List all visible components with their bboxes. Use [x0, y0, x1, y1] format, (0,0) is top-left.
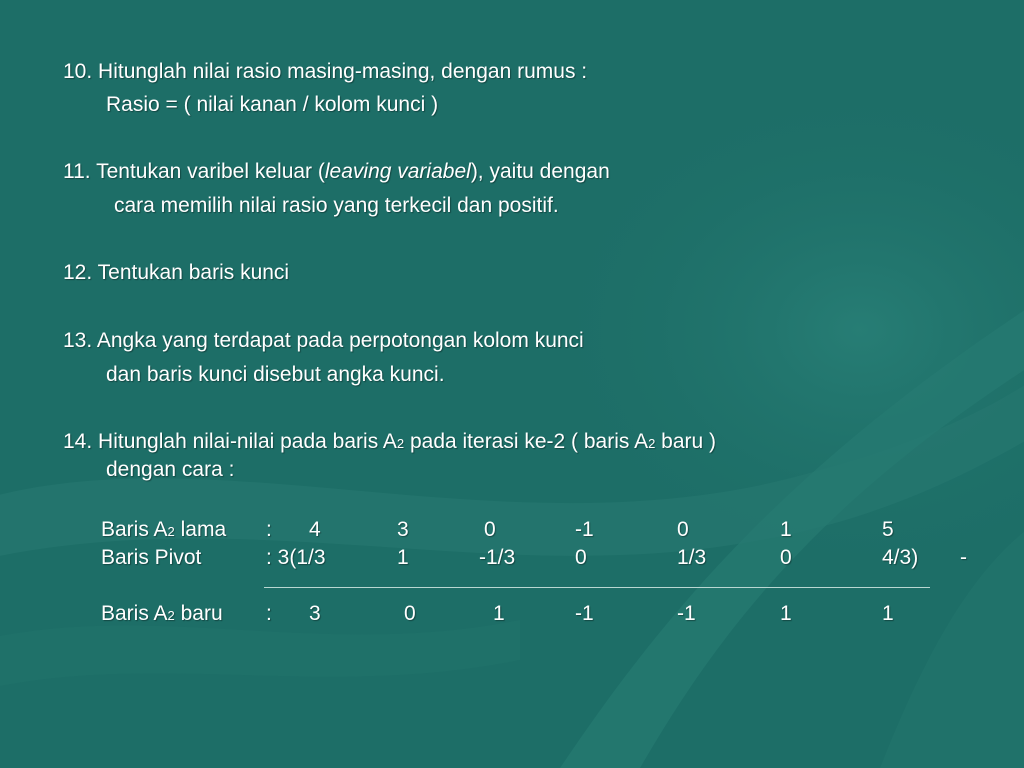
row-lama-label-post: lama	[174, 518, 227, 541]
step-14-text-pre: 14. Hitunglah nilai-nilai pada baris A	[63, 430, 397, 453]
step-13-line-2: dan baris kunci disebut angka kunci.	[106, 363, 445, 386]
row-lama-label	[101, 518, 226, 544]
row-lama-value: 4	[309, 518, 321, 541]
row-baru-value: 1	[493, 602, 505, 625]
row-lama-value: 5	[882, 518, 894, 541]
row-pivot-value: 1/3	[677, 546, 707, 569]
row-baru-label-subscript: 2	[167, 608, 175, 623]
row-lama-value: 3	[397, 518, 409, 541]
step-14-subscript-2: 2	[648, 436, 656, 451]
step-10-line-1: 10. Hitunglah nilai rasio masing-masing, dengan rumus :	[63, 60, 588, 83]
step-14-subscript-1: 2	[396, 436, 405, 451]
row-baru-label-post: baru	[174, 602, 223, 625]
step-14-text-mid: pada iterasi ke-2 ( baris A	[404, 430, 649, 453]
step-11-italic-term: leaving variabel	[324, 160, 471, 183]
row-pivot-value: : 3(1/3	[266, 546, 326, 569]
step-11-text-pre: 11. Tentukan varibel keluar (	[63, 160, 325, 183]
step-11-line-1	[63, 160, 610, 184]
step-13-line-1: 13. Angka yang terdapat pada perpotongan kolom kunci	[63, 329, 584, 352]
row-baru-value: -1	[677, 602, 696, 625]
step-11-text-post: ), yaitu dengan	[470, 160, 610, 183]
step-10-line-2: Rasio = ( nilai kanan / kolom kunci )	[106, 93, 439, 116]
row-pivot-value: 1	[397, 546, 409, 569]
row-lama-label-subscript: 2	[167, 524, 175, 539]
row-baru-value: -1	[575, 602, 594, 625]
row-lama-value: -1	[575, 518, 594, 541]
step-14-text-post: baru )	[655, 430, 717, 453]
row-lama-value: 0	[677, 518, 689, 541]
row-lama-value: 1	[780, 518, 792, 541]
row-lama-value: 0	[484, 518, 496, 541]
row-baru-value: 1	[780, 602, 792, 625]
row-baru-value: 0	[404, 602, 416, 625]
row-pivot-value: 0	[575, 546, 587, 569]
row-baru-label	[101, 602, 223, 628]
row-baru-value: 1	[882, 602, 894, 625]
row-pivot-value: -1/3	[479, 546, 516, 569]
step-14-line-1	[63, 430, 716, 456]
row-baru-colon: :	[266, 602, 272, 625]
row-baru-label-pre: Baris A	[101, 602, 168, 625]
step-12-line-1: 12. Tentukan baris kunci	[63, 261, 290, 284]
result-divider-line	[264, 587, 930, 588]
step-14-line-2: dengan cara :	[106, 458, 235, 481]
row-baru-value: 3	[309, 602, 321, 625]
row-lama-colon: :	[266, 518, 272, 541]
row-pivot-value: 0	[780, 546, 792, 569]
row-lama-label-pre: Baris A	[101, 518, 168, 541]
subtraction-operator: -	[960, 546, 967, 569]
step-11-line-2: cara memilih nilai rasio yang terkecil dan positif.	[114, 194, 559, 217]
row-pivot-value: 4/3)	[882, 546, 919, 569]
row-pivot-label: Baris Pivot	[101, 546, 202, 569]
